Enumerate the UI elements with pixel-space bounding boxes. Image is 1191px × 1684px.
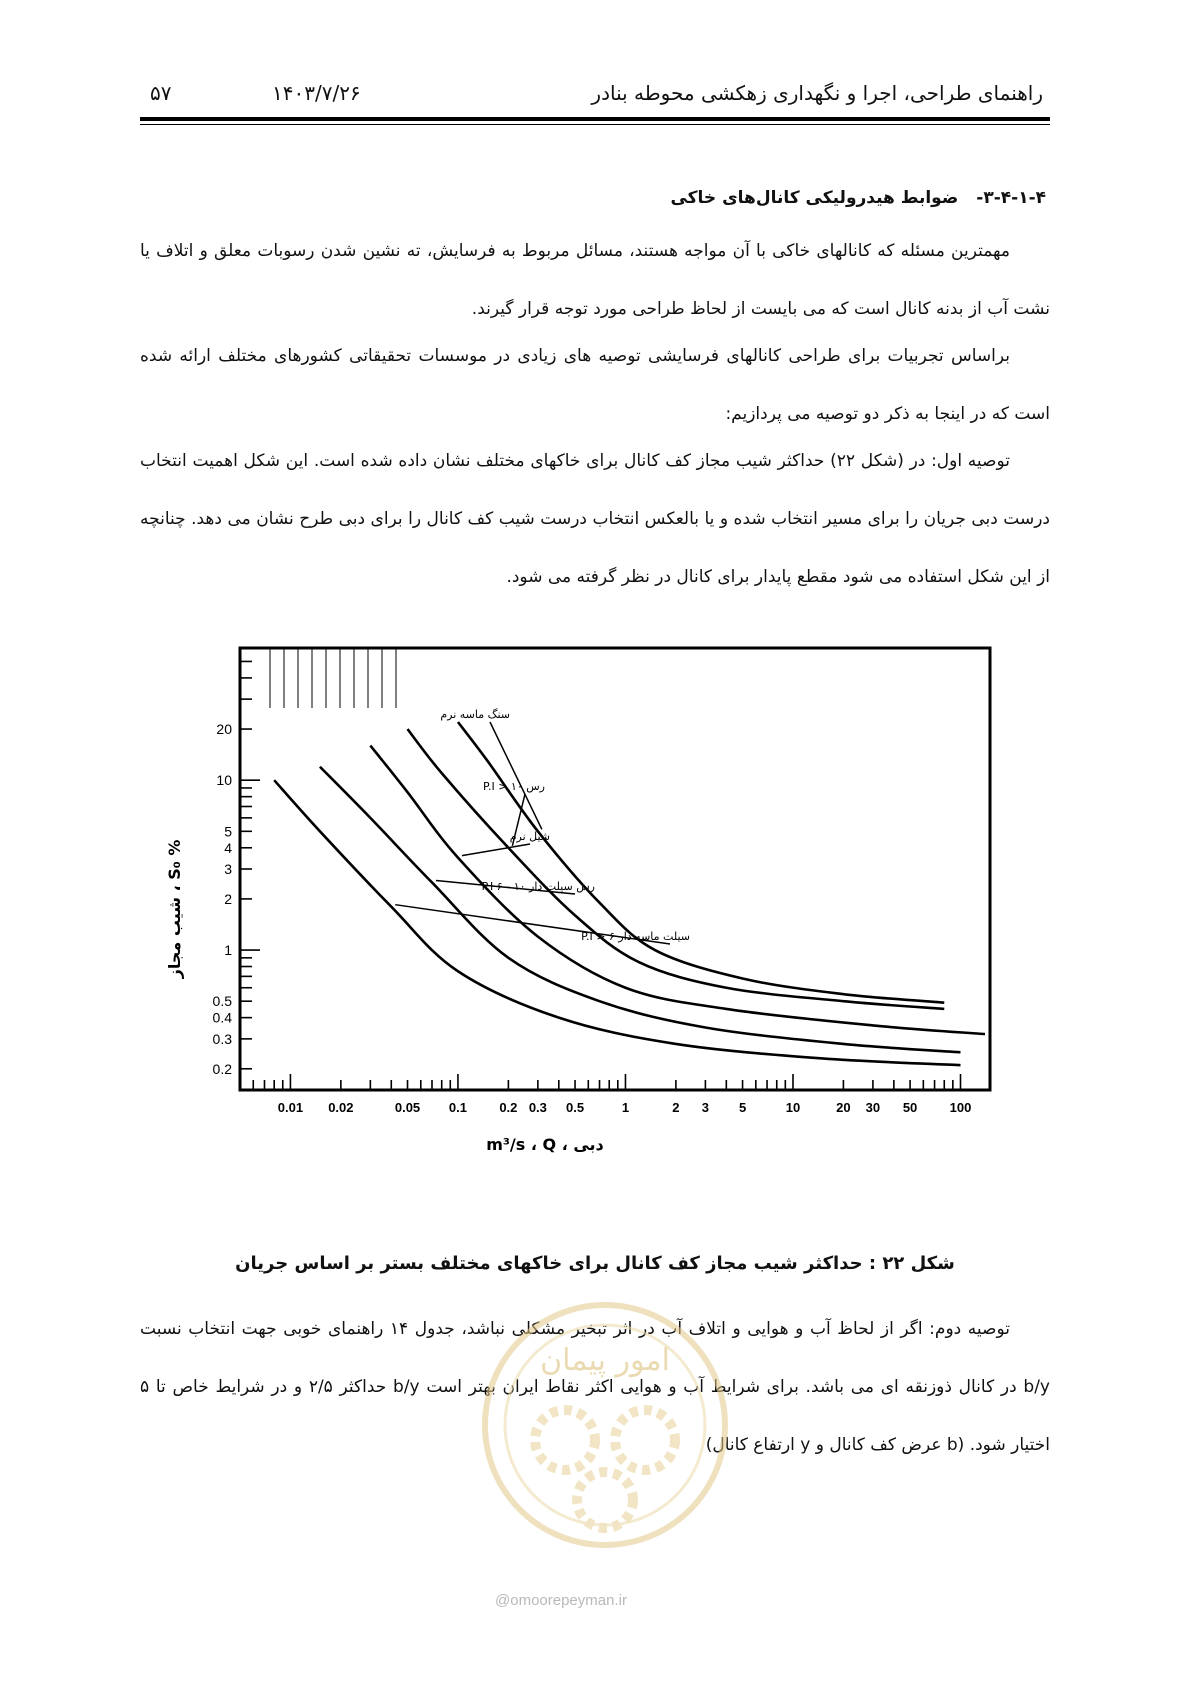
chart-svg (150, 640, 1050, 1220)
section-heading (670, 188, 1046, 208)
series-annotation: شیل نرم (509, 830, 550, 843)
y-tick-label: 0.5 (212, 993, 232, 1010)
figure-22-chart (150, 640, 1050, 1220)
y-tick-label: 5 (224, 823, 232, 840)
running-header-title: راهنمای طراحی، اجرا و نگهداری زهکشی محوطه بنادر (591, 81, 1043, 105)
series-annotation: سیلت ماسه دار ۶ < P.I (581, 930, 690, 943)
paragraph-text: مهمترین مسئله که کانالهای خاکی با آن مواجه هستند، مسائل مربوط به فرسایش، ته نشین شدن رسوبات معلق و اتلاف یا نشت آب از بدنه کانال است که می بایست از لحاظ طراحی مورد توجه قرار گیرند. (140, 241, 1050, 319)
x-tick-label: 0.01 (277, 1100, 304, 1115)
section-number: ۳-۴-۱-۴- (976, 188, 1046, 208)
x-tick-label: 30 (865, 1100, 881, 1115)
series-line (458, 722, 944, 1003)
x-tick-label: 10 (785, 1100, 801, 1115)
header-date: ۱۴۰۳/۷/۲۶ (272, 81, 361, 105)
x-tick-label: 0.3 (528, 1100, 547, 1115)
svg-text:امور پیمان: امور پیمان (540, 1343, 670, 1378)
y-tick-label: 10 (216, 772, 232, 789)
x-tick-label: 5 (738, 1100, 747, 1115)
x-tick-label: 100 (949, 1100, 972, 1115)
series-line (320, 767, 961, 1053)
series-line (408, 729, 945, 1009)
x-tick-label: 0.1 (448, 1100, 467, 1115)
plot-frame (240, 648, 990, 1090)
x-tick-label: 0.5 (565, 1100, 585, 1115)
series-annotation: رس سیلت دار ۱۰ - ۶ P.I (481, 880, 595, 893)
x-tick-label: 50 (902, 1100, 918, 1115)
paragraph-2 (140, 327, 1050, 443)
series-annotation: سنگ ماسه نرم (440, 708, 510, 721)
y-tick-label: 4 (224, 839, 232, 856)
series-annotation: رس ۱۰ < P.I (483, 780, 545, 793)
figure-caption: شکل ۲۲ : حداکثر شیب مجاز کف کانال برای خاکهای مختلف بستر بر اساس جریان (235, 1253, 955, 1274)
watermark-url: @omoorepeyman.ir (495, 1592, 627, 1609)
page-number: ۵۷ (150, 81, 172, 105)
watermark-seal-logo (470, 1290, 740, 1580)
header-rule-thick (140, 117, 1050, 121)
paragraph-1 (140, 222, 1050, 338)
x-tick-label: 20 (836, 1100, 851, 1115)
x-tick-label: 0.05 (394, 1100, 421, 1115)
y-tick-label: 2 (224, 890, 232, 907)
y-tick-label: 1 (224, 942, 232, 959)
y-tick-label: 20 (216, 721, 232, 738)
annotation-leader (462, 844, 530, 856)
paragraph-text: توصیه دوم: اگر از لحاظ آب و هوایی و اتلاف آب در اثر تبخیر مشکلی نباشد، جدول ۱۴ راهنمای خوبی جهت انتخاب نسبت b/y در کانال ذوزنقه ای می باشد. برای شرایط آب و هوایی اکثر نقاط ایران بهتر است b/y حداکثر ۲/۵ و در شرایط خاص تا ۵ اختیار شود. (b عرض کف کانال و y ارتفاع کانال) (140, 1319, 1050, 1455)
paragraph-3 (140, 432, 1050, 606)
x-tick-label: 0.02 (328, 1100, 354, 1115)
x-tick-label: 1 (621, 1100, 630, 1115)
y-axis-title: شیب مجاز ، S₀ % (165, 839, 184, 979)
y-tick-label: 0.2 (212, 1060, 232, 1077)
series-line (370, 746, 985, 1035)
x-axis-title: m³/s ، Q ، دبی (486, 1135, 604, 1154)
x-tick-label: 2 (672, 1100, 680, 1115)
x-tick-label: 0.2 (499, 1100, 518, 1115)
header-rule-thin (140, 124, 1050, 125)
y-tick-label: 3 (224, 861, 232, 877)
y-tick-label: 0.3 (212, 1030, 232, 1047)
paragraph-text: توصیه اول: در (شکل ۲۲) حداکثر شیب مجاز کف کانال برای خاکهای مختلف نشان داده شده است. این شکل اهمیت انتخاب درست دبی جریان را برای مسیر انتخاب شده و یا بالعکس انتخاب درست شیب کف کانال را برای دبی طرح نشان می دهد. چنانچه از این شکل استفاده می شود مقطع پایدار برای کانال در نظر گرفته می شود. (140, 451, 1050, 587)
y-tick-label: 0.4 (212, 1009, 232, 1026)
section-title: ضوابط هیدرولیکی کانال‌های خاکی (670, 188, 959, 208)
x-tick-label: 3 (701, 1100, 710, 1115)
paragraph-text: براساس تجربیات برای طراحی کانالهای فرسایشی توصیه های زیادی در موسسات تحقیقاتی کشورهای مختلف ارائه شده است که در اینجا به ذکر دو توصیه می پردازیم: (140, 346, 1050, 424)
